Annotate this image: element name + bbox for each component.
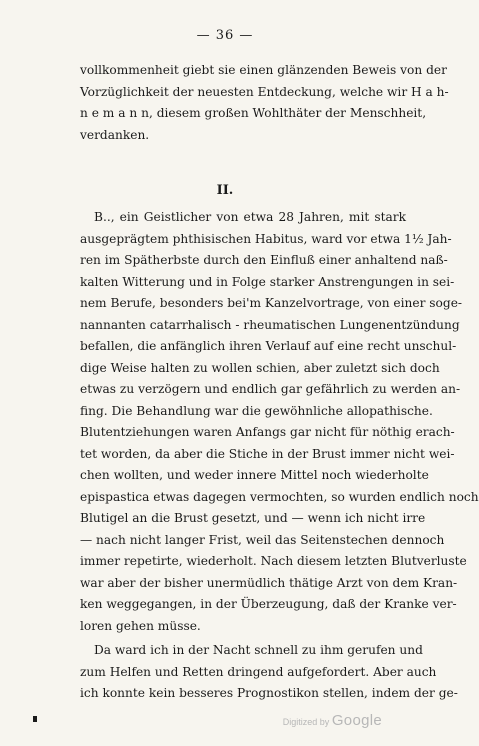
text-line: ken weggegangen, in der Überzeugung, daß der Kranke ver- — [80, 597, 457, 611]
text-line: ich konnte kein besseres Prognostikon stellen, indem der ge- — [80, 686, 458, 700]
text-line: verdanken. — [80, 127, 150, 142]
text-line: epispastica etwas dagegen vermochten, so wurden endlich noch — [80, 489, 479, 504]
text-line: ren im Spätherbste durch den Einfluß einer anhaltend naß- — [80, 253, 448, 267]
case-paragraph — [80, 207, 479, 637]
text-line: Blutigel an die Brust gesetzt, und — wenn ich nicht irre — [80, 511, 426, 525]
text-line: tet worden, da aber die Stiche in der Brust immer nicht wei- — [80, 446, 455, 461]
text-line: dige Weise halten zu wollen schien, aber zuletzt sich doch — [80, 360, 440, 375]
text-line: n e m a n n, diesem großen Wohlthäter der Menschheit, — [80, 106, 427, 120]
page-number: — 36 — — [196, 28, 254, 43]
google-logo: Google — [331, 712, 382, 729]
digitization-watermark — [283, 712, 382, 729]
text-line: nannanten catarrhalisch - rheumatischen Lungenentzündung — [80, 317, 460, 332]
text-line: Blutentziehungen waren Anfangs gar nicht für nöthig erach- — [80, 425, 455, 439]
text-line: ausgeprägtem phthisischen Habitus, ward vor etwa 1½ Jah- — [80, 231, 452, 246]
text-line: B.., ein Geistlicher von etwa 28 Jahren, mit stark — [94, 210, 406, 224]
followup-paragraph — [80, 640, 458, 705]
ink-mark — [33, 716, 37, 722]
text-line: nem Berufe, besonders bei'm Kanzelvortrage, von einer soge- — [80, 296, 463, 310]
section-heading: II. — [216, 183, 234, 198]
text-line: fing. Die Behandlung war die gewöhnliche allopathische. — [80, 403, 433, 418]
watermark-prefix: Digitized by — [282, 717, 330, 727]
text-line: kalten Witterung und in Folge starker Anstrengungen in sei- — [80, 274, 455, 289]
text-line: etwas zu verzögern und endlich gar gefährlich zu werden an- — [80, 382, 461, 396]
text-line: Vorzüglichkeit der neuesten Entdeckung, welche wir H a h- — [80, 84, 449, 99]
opening-paragraph — [80, 60, 449, 146]
text-line: befallen, die anfänglich ihren Verlauf auf eine recht unschul- — [80, 339, 457, 353]
text-line: Da ward ich in der Nacht schnell zu ihm gerufen und — [94, 643, 423, 657]
text-line: loren gehen müsse. — [80, 618, 201, 633]
text-line: — nach nicht langer Frist, weil das Seitenstechen dennoch — [80, 532, 445, 547]
text-line: vollkommenheit giebt sie einen glänzenden Beweis von der — [80, 63, 447, 77]
text-line: war aber der bisher unermüdlich thätige Arzt von dem Kran- — [80, 575, 458, 590]
text-line: immer repetirte, wiederholt. Nach diesem letzten Blutverluste — [80, 554, 467, 568]
text-line: zum Helfen und Retten dringend aufgefordert. Aber auch — [80, 664, 437, 679]
text-line: chen wollten, und weder innere Mittel noch wiederholte — [80, 468, 429, 482]
